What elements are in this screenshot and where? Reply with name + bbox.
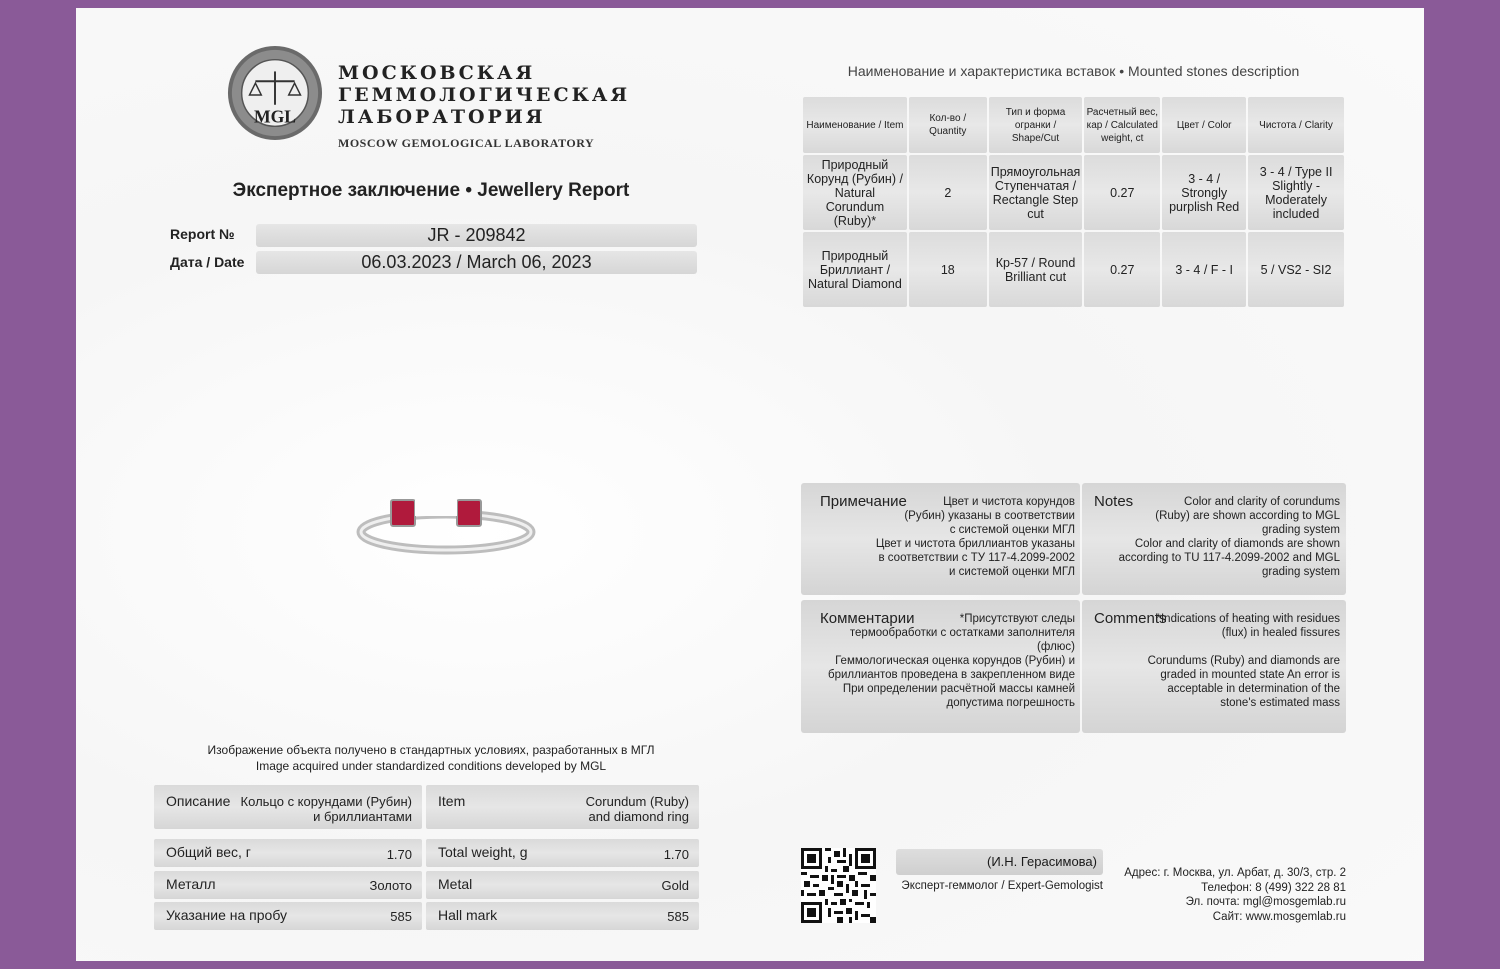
signature-name: (И.Н. Герасимова) (986, 854, 1097, 869)
report-date-label: Дата / Date (170, 254, 245, 270)
stones-header-cell: Тип и форма огранки / Shape/Cut (989, 97, 1083, 153)
comments-text-ru-1: *Присутствуют следы термообработки с остатками заполнителя (флюс) (849, 613, 1075, 653)
table-row (154, 871, 699, 899)
stones-cell: Кр-57 / Round Brilliant cut (989, 232, 1083, 307)
stones-header-cell: Кол-во / Quantity (909, 97, 987, 153)
stones-cell: 0.27 (1084, 232, 1160, 307)
comments-text-en-2: Corundums (Ruby) and diamonds are graded in mounted state An error is acceptable in determination of the stone's estimated mass (1147, 655, 1340, 709)
description-label: Указание на пробу (166, 907, 288, 923)
description-value: Золото (369, 878, 412, 893)
notes-ru-box (801, 483, 1080, 595)
notes-text-en-2: Color and clarity of diamonds are shown according to TU 117-4.2099-2002 and MGL grading system (1118, 538, 1340, 578)
stones-cell: 3 - 4 / Strongly purplish Red (1162, 155, 1246, 230)
stones-cell: 18 (909, 232, 987, 307)
description-label: Hall mark (438, 907, 498, 923)
description-label: Описание (166, 793, 231, 809)
description-cell-ru (154, 902, 422, 930)
notes-heading-en: Notes (1094, 493, 1134, 510)
table-row (803, 155, 1344, 230)
description-value: Corundum (Ruby) and diamond ring (585, 794, 689, 824)
comments-en-box (1082, 600, 1346, 733)
report-number-label: Report № (170, 226, 235, 242)
website-line[interactable]: Сайт: www.mosgemlab.ru (1212, 910, 1346, 923)
description-label: Item (438, 793, 466, 809)
comments-ru-box (801, 600, 1080, 733)
description-value: 585 (667, 909, 689, 924)
stones-header-cell: Чистота / Clarity (1248, 97, 1344, 153)
description-cell-en (426, 902, 699, 930)
signature-role: Эксперт-геммолог / Expert-Gemologist (901, 880, 1103, 892)
image-caption-ru: Изображение объекта получено в стандартных условиях, разработанных в МГЛ (207, 743, 655, 757)
table-row (154, 902, 699, 930)
comments-heading-en: Comments (1094, 610, 1167, 627)
qr-code[interactable] (801, 848, 876, 923)
report-number-field: JR - 209842 (256, 224, 697, 247)
table-row (154, 785, 699, 829)
description-value: 1.70 (386, 847, 412, 862)
stones-table (801, 95, 1346, 309)
stones-cell: 0.27 (1084, 155, 1160, 230)
image-caption-en: Image acquired under standardized conditions developed by MGL (255, 759, 607, 773)
lab-name-ru-line: ГЕММОЛОГИЧЕСКАЯ (338, 84, 631, 106)
lab-name-ru-line: МОСКОВСКАЯ (338, 62, 536, 84)
phone-line: Телефон: 8 (499) 322 28 81 (1201, 881, 1346, 894)
mgl-seal-logo (226, 44, 324, 142)
report-sheet (76, 8, 1424, 961)
comments-text-en-1: *Indications of heating with residues (flux) in healed fissures (1156, 613, 1340, 639)
description-label: Total weight, g (438, 844, 528, 860)
report-title: Экспертное заключение • Jewellery Report (232, 180, 630, 201)
comments-heading-ru: Комментарии (820, 610, 915, 627)
stones-header-cell: Наименование / Item (803, 97, 907, 153)
description-label: Общий вес, г (166, 844, 251, 860)
description-cell-en (426, 785, 699, 829)
notes-text-ru-1: Цвет и чистота корундов (Рубин) указаны в соответствии с системой оценки МГЛ (904, 496, 1075, 536)
image-caption (206, 742, 656, 774)
seal-monogram: MGL (253, 106, 297, 127)
description-cell-en (426, 871, 699, 899)
stones-cell: 2 (909, 155, 987, 230)
notes-en-box (1082, 483, 1346, 595)
contact-address (1116, 866, 1346, 924)
description-cell-ru (154, 871, 422, 899)
lab-name-en: MOSCOW GEMOLOGICAL LABORATORY (338, 136, 595, 150)
description-label: Metal (438, 876, 473, 892)
lab-name-ru-line: ЛАБОРАТОРИЯ (338, 106, 546, 128)
stones-cell: Природный Корунд (Рубин) / Natural Corundum (Ruby)* (803, 155, 907, 230)
stones-cell: 3 - 4 / Type II Slightly - Moderately included (1248, 155, 1344, 230)
report-date-field: 06.03.2023 / March 06, 2023 (256, 251, 697, 274)
description-cell-ru (154, 839, 422, 867)
stones-cell: Прямоугольная Ступенчатая / Rectangle Step cut (989, 155, 1083, 230)
table-row (803, 232, 1344, 307)
description-label: Металл (166, 876, 216, 892)
stones-title: Наименование и характеристика вставок • Mounted stones description (847, 63, 1300, 79)
description-value: Кольцо с корундами (Рубин) и бриллиантами (240, 794, 412, 824)
description-value: Gold (661, 878, 689, 893)
description-cell-ru (154, 785, 422, 829)
address-line: Адрес: г. Москва, ул. Арбат, д. 30/3, стр. 2 (1124, 867, 1346, 879)
email-line[interactable]: Эл. почта: mgl@mosgemlab.ru (1185, 896, 1346, 908)
description-value: 585 (390, 909, 412, 924)
comments-text-ru-2: Геммологическая оценка корундов (Рубин) и бриллиантов проведена в закрепленном виде При определении расчётной массы камней допустима погрешность (828, 655, 1075, 709)
stones-cell: 3 - 4 / F - I (1162, 232, 1246, 307)
stones-cell: 5 / VS2 - SI2 (1248, 232, 1344, 307)
notes-text-ru-2: Цвет и чистота бриллиантов указаны в соответствии с ТУ 117-4.2099-2002 и системой оценки МГЛ (875, 538, 1075, 578)
signature-field (896, 849, 1103, 875)
stones-header-cell: Цвет / Color (1162, 97, 1246, 153)
notes-text-en-1: Color and clarity of corundums (Ruby) are shown according to MGL grading system (1155, 496, 1340, 536)
stones-cell: Природный Бриллиант / Natural Diamond (803, 232, 907, 307)
stones-header-cell: Расчетный вес, кар / Calculated weight, ct (1084, 97, 1160, 153)
description-value: 1.70 (663, 847, 689, 862)
ring-photo (346, 488, 546, 558)
notes-heading-ru: Примечание (820, 493, 907, 510)
stones-header-row (803, 97, 1344, 153)
table-row (154, 839, 699, 867)
lab-name-ru (338, 62, 630, 128)
description-cell-en (426, 839, 699, 867)
